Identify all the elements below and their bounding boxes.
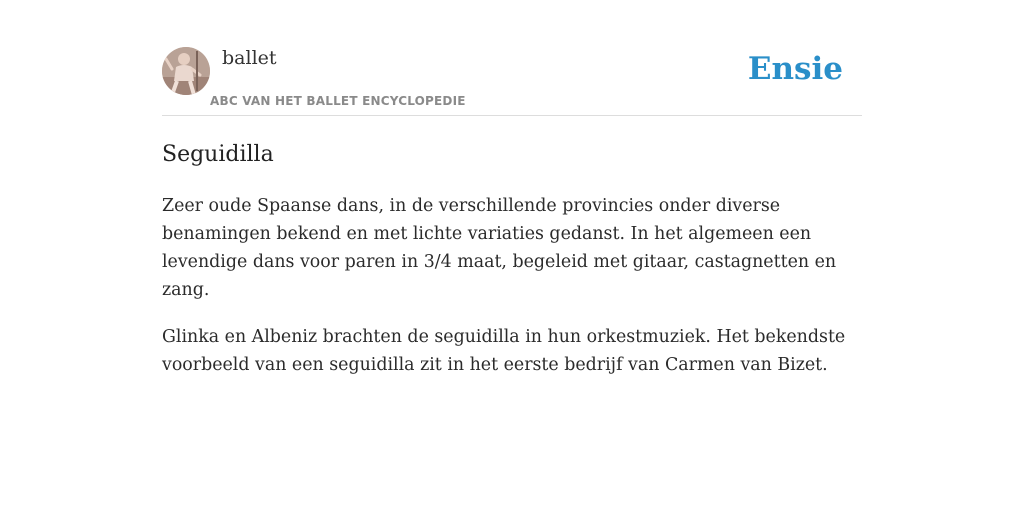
- paragraph: Glinka en Albeniz brachten de seguidilla in hun orkestmuziek. Het bekendste voorbeeld van een seguidilla zit in het eerste bedrijf van Carmen van Bizet.: [162, 327, 846, 375]
- owner-name[interactable]: ballet: [222, 47, 277, 69]
- entry-body: [162, 192, 862, 398]
- header: [162, 0, 862, 116]
- page: [162, 0, 862, 375]
- page-title: Seguidilla: [162, 142, 274, 167]
- avatar[interactable]: [162, 47, 210, 95]
- source-title[interactable]: ABC VAN HET BALLET ENCYCLOPEDIE: [210, 94, 466, 108]
- ensie-logo[interactable]: Ensie: [747, 51, 843, 87]
- paragraph: Zeer oude Spaanse dans, in de verschillende provincies onder diverse benamingen bekend en met lichte variaties gedanst. In het algemeen een levendige dans voor paren in 3/4 maat, begeleid met gitaar, castagnetten en zang.: [162, 196, 837, 300]
- dancer-photo-icon: [162, 47, 210, 95]
